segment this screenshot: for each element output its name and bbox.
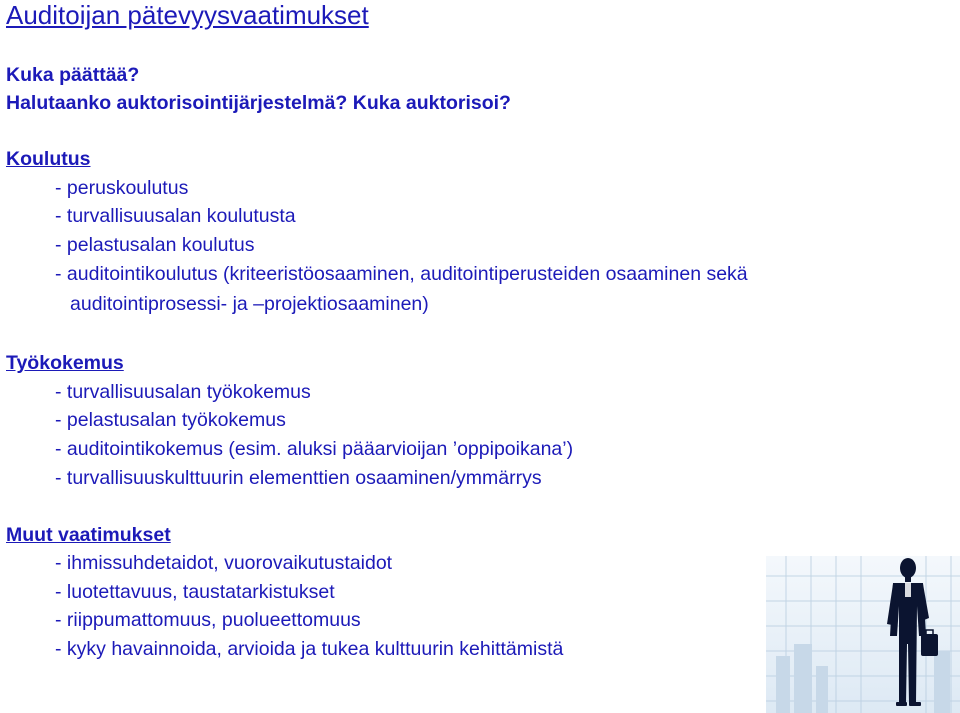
section-heading-koulutus: Koulutus — [6, 148, 91, 170]
list-item: - pelastusalan koulutus — [55, 234, 255, 256]
list-item: - turvallisuusalan työkokemus — [55, 381, 311, 403]
question-1: Kuka päättää? — [6, 64, 140, 86]
list-item: - kyky havainnoida, arvioida ja tukea kulttuurin kehittämistä — [55, 638, 564, 660]
list-item: - luotettavuus, taustatarkistukset — [55, 581, 335, 603]
list-item: - riippumattomuus, puolueettomuus — [55, 609, 361, 631]
page-title: Auditoijan pätevyysvaatimukset — [6, 0, 369, 30]
list-item: - peruskoulutus — [55, 177, 189, 199]
businessman-illustration — [766, 556, 960, 713]
list-item-continuation: auditointiprosessi- ja –projektiosaaminen) — [70, 293, 429, 315]
list-item: - auditointikoulutus (kriteeristöosaaminen, auditointiperusteiden osaaminen sekä — [55, 263, 748, 285]
list-item: - auditointikokemus (esim. aluksi pääarvioijan ’oppipoikana’) — [55, 438, 574, 460]
list-item: - ihmissuhdetaidot, vuorovaikutustaidot — [55, 552, 393, 574]
question-2: Halutaanko auktorisointijärjestelmä? Kuka auktorisoi? — [6, 92, 511, 114]
list-item: - turvallisuuskulttuurin elementtien osaaminen/ymmärrys — [55, 467, 542, 489]
section-heading-muut-vaatimukset: Muut vaatimukset — [6, 524, 171, 546]
section-heading-tyokokemus: Työkokemus — [6, 352, 124, 374]
list-item: - pelastusalan työkokemus — [55, 409, 286, 431]
list-item: - turvallisuusalan koulutusta — [55, 205, 296, 227]
